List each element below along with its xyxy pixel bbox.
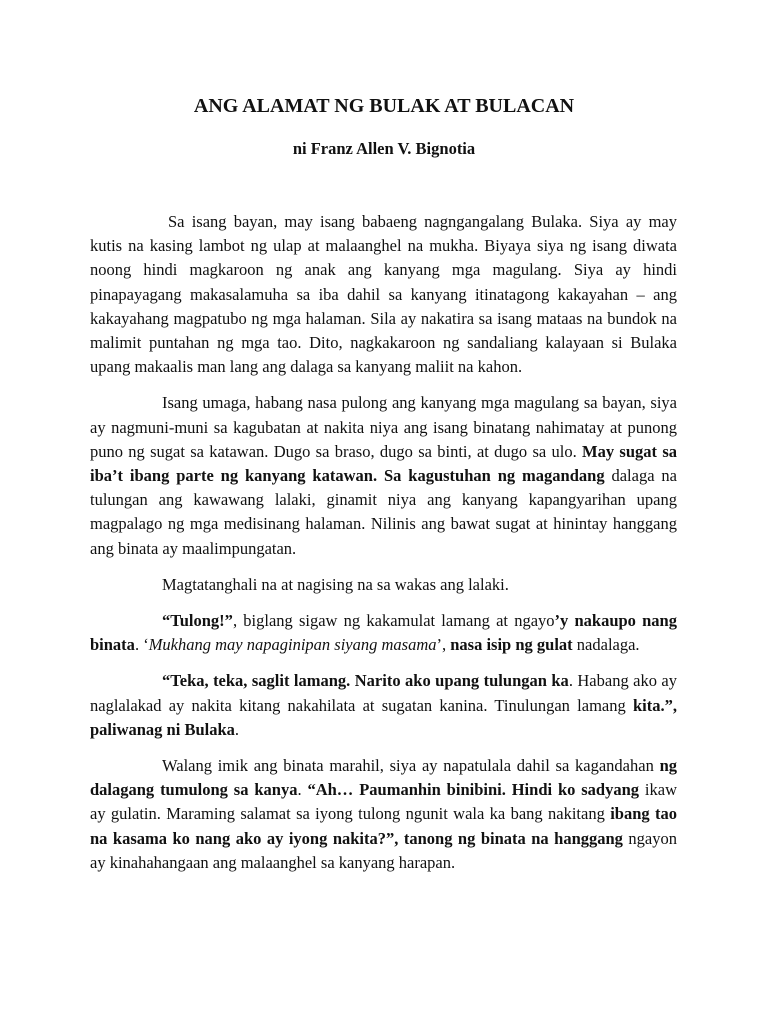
bold-text-run: “Teka, teka, saglit lamang. Narito ako upang tulungan ka xyxy=(162,671,569,691)
text-run: Magtatanghali na at nagising na sa wakas ang lalaki. xyxy=(162,574,509,594)
bold-text-run: kita.”, paliwanag ni Bulaka xyxy=(90,695,677,739)
bold-text-run: “Tulong!” xyxy=(162,611,233,631)
text-run: . Habang ako ay naglalakad ay nakita kitang nakahilata at sugatan kanina. Tinulungan lamang xyxy=(90,671,678,715)
text-run: . xyxy=(234,719,240,739)
text-run: Isang umaga, habang nasa pulong ang kanyang mga magulang sa bayan, siya ay nagmuni-muni sa kagubatan at nakita niya ang isang binatang nahimatay at punong puno ng sugat sa katawan. Dugo sa braso, dugo sa binti, at dugo sa ulo. xyxy=(90,393,677,461)
text-run: . ‘ xyxy=(134,635,149,655)
text-run: , biglang sigaw ng kakamulat lamang at ngayo xyxy=(232,611,555,631)
document-title: ANG ALAMAT NG BULAK AT BULACAN xyxy=(193,95,575,117)
bold-text-run: ng dalagang tumulong sa kanya xyxy=(90,756,677,800)
paragraph xyxy=(90,609,677,657)
text-run: dalaga na tulungan ang kawawang lalaki, ginamit niya ang kanyang kapangyarihan upang magpalago ng mga medisinang halaman. Nilinis ang bawat sugat at hinintay hanggang ang binata ay maalimpungatan. xyxy=(90,466,677,558)
document-author: ni Franz Allen V. Bignotia xyxy=(292,139,476,158)
bold-text-run: ibang tao na kasama ko nang ako ay iyong nakita?”, tanong ng binata na hanggang xyxy=(90,804,677,848)
bold-text-run: nasa isip ng gulat xyxy=(450,635,573,655)
text-run: . xyxy=(297,780,308,800)
text-run: Walang imik ang binata marahil, siya ay napatulala dahil sa kagandahan xyxy=(162,756,660,776)
bold-text-run: May sugat sa iba’t ibang parte ng kanyang katawan. Sa kagustuhan ng magandang xyxy=(90,441,677,486)
text-run: nadalaga. xyxy=(572,635,640,655)
text-run: ’, xyxy=(436,635,451,655)
text-run: ikaw ay gulatin. Maraming salamat sa iyong tulong ngunit wala ka bang nakitang xyxy=(90,780,677,824)
document-body xyxy=(90,210,677,887)
bold-text-run: “Ah… Paumanhin binibini. Hindi ko sadyang xyxy=(307,780,640,800)
text-run: ngayon ay kinahahangaan ang malaanghel sa kanyang harapan. xyxy=(90,828,677,872)
paragraph xyxy=(90,391,677,560)
text-run: Sa isang bayan, may isang babaeng nagngangalang Bulaka. Siya ay may kutis na kasing lambot ng ulap at malaanghel na mukha. Biyaya siya ng isang diwata noong hindi magkaroon ng anak ang kanyang mga magulang. Siya ay hindi pinapayagang makasalamuha sa iba dahil sa kanyang itinatagong kakayahan – ang kakayahang magpatubo ng mga halaman. Sila ay nakatira sa isang mataas na bundok na malimit puntahan ng mga tao. Dito, nagkakaroon ng sandaliang kalayaan si Bulaka upang makaalis man lang ang dalaga sa kanyang maliit na kahon. xyxy=(90,212,677,377)
paragraph xyxy=(90,669,677,742)
paragraph xyxy=(90,754,677,875)
bold-text-run: ’y nakaupo nang binata xyxy=(90,611,677,655)
paragraph xyxy=(90,573,677,597)
paragraph xyxy=(90,210,677,379)
italic-text-run: Mukhang may napaginipan siyang masama xyxy=(148,635,437,655)
